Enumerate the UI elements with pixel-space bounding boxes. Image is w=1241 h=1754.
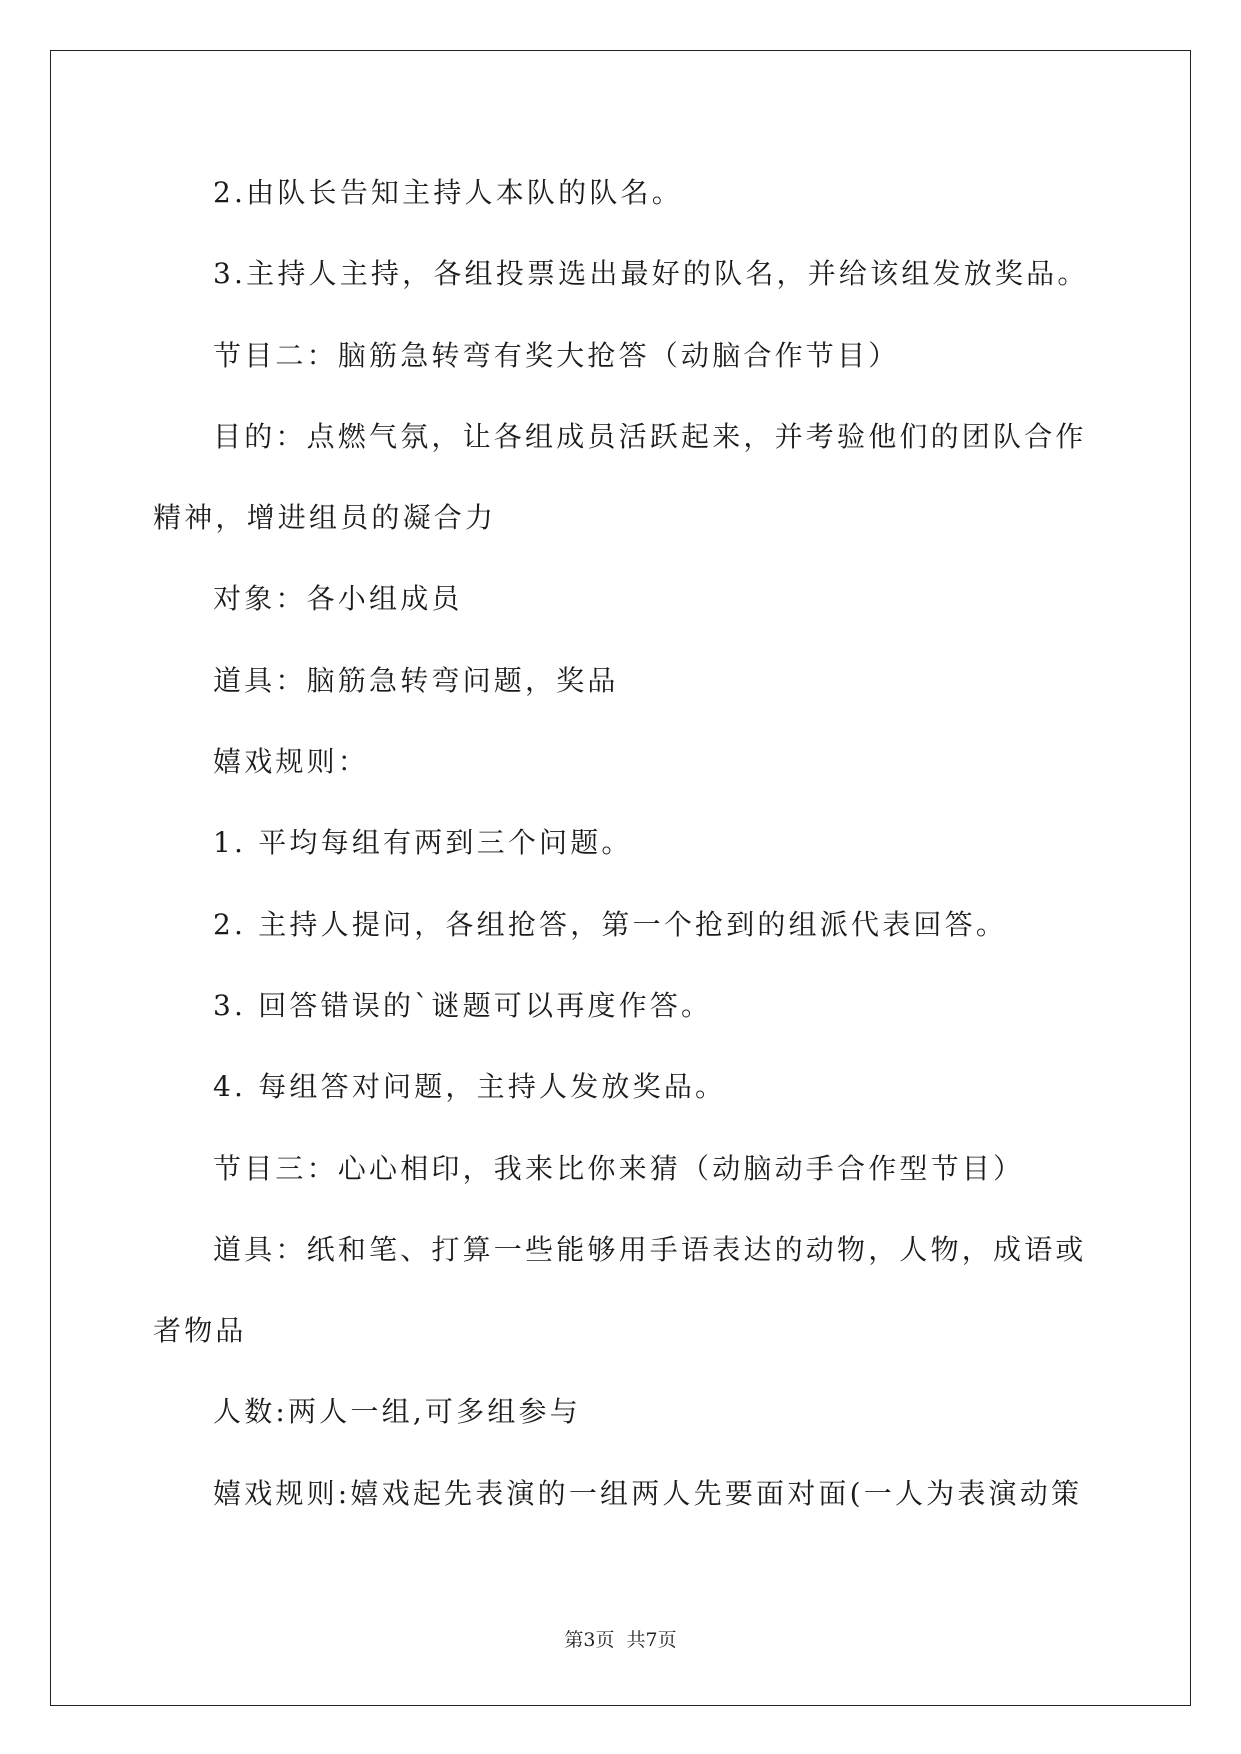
paragraph-line: 道具：纸和笔、打算一些能够用手语表达的动物，人物，成语或 — [213, 1232, 1087, 1266]
paragraph-line: 2.由队长告知主持人本队的队名。 — [213, 176, 683, 209]
section-heading: 节目三：心心相印，我来比你来猜（动脑动手合作型节目） — [213, 1151, 1025, 1185]
paragraph-continuation: 精神，增进组员的凝合力 — [153, 501, 497, 535]
document-body — [153, 152, 1113, 1534]
rules-heading: 嬉戏规则： — [213, 745, 370, 779]
page-number-footer: 第3页 共7页 — [564, 1629, 677, 1651]
paragraph-line: 嬉戏规则:嬉戏起先表演的一组两人先要面对面(一人为表演动策 — [213, 1476, 1083, 1510]
paragraph-continuation: 者物品 — [153, 1314, 247, 1348]
paragraph-line: 3.主持人主持，各组投票选出最好的队名，并给该组发放奖品。 — [213, 257, 1089, 291]
list-item: 3. 回答错误的`谜题可以再度作答。 — [213, 988, 713, 1022]
section-heading: 节目二：脑筋急转弯有奖大抢答（动脑合作节目） — [213, 338, 900, 372]
list-item: 1. 平均每组有两到三个问题。 — [213, 826, 633, 860]
list-item: 4. 每组答对问题，主持人发放奖品。 — [213, 1070, 727, 1104]
paragraph-line: 对象：各小组成员 — [213, 582, 463, 616]
paragraph-line: 目的：点燃气氛，让各组成员活跃起来，并考验他们的团队合作 — [213, 419, 1087, 453]
list-item: 2. 主持人提问，各组抢答，第一个抢到的组派代表回答。 — [213, 907, 1008, 941]
paragraph-line: 道具：脑筋急转弯问题，奖品 — [213, 663, 619, 697]
paragraph-line: 人数:两人一组,可多组参与 — [213, 1395, 581, 1429]
